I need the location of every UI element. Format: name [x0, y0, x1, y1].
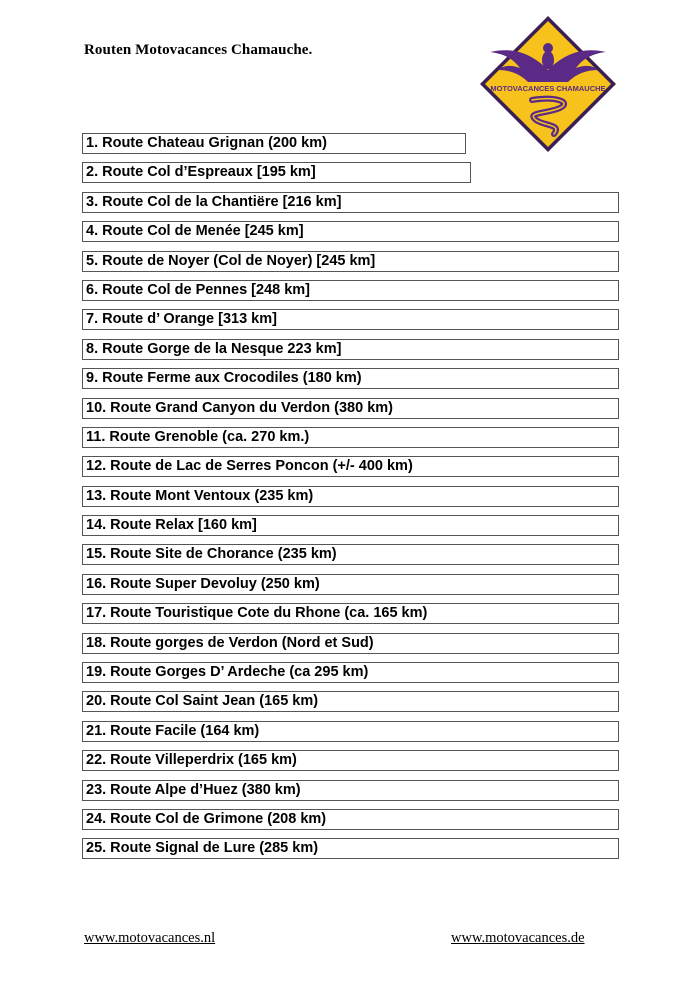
route-item: 1. Route Chateau Grignan (200 km): [82, 133, 466, 154]
route-item: 3. Route Col de la Chantiëre [216 km]: [82, 192, 619, 213]
route-item: 16. Route Super Devoluy (250 km): [82, 574, 619, 595]
route-item: 4. Route Col de Menée [245 km]: [82, 221, 619, 242]
route-item: 13. Route Mont Ventoux (235 km): [82, 486, 619, 507]
route-list: [82, 133, 619, 868]
svg-text:MOTOVACANCES CHAMAUCHE: MOTOVACANCES CHAMAUCHE: [490, 84, 606, 93]
route-item: 6. Route Col de Pennes [248 km]: [82, 280, 619, 301]
route-item: 25. Route Signal de Lure (285 km): [82, 838, 619, 859]
footer-link-de[interactable]: www.motovacances.de: [451, 930, 585, 946]
route-item: 18. Route gorges de Verdon (Nord et Sud): [82, 633, 619, 654]
route-item: 23. Route Alpe d’Huez (380 km): [82, 780, 619, 801]
route-item: 14. Route Relax [160 km]: [82, 515, 619, 536]
route-item: 2. Route Col d’Espreaux [195 km]: [82, 162, 471, 183]
route-item: 8. Route Gorge de la Nesque 223 km]: [82, 339, 619, 360]
route-item: 15. Route Site de Chorance (235 km): [82, 544, 619, 565]
route-item: 21. Route Facile (164 km): [82, 721, 619, 742]
footer-link-nl[interactable]: www.motovacances.nl: [84, 930, 216, 946]
route-item: 9. Route Ferme aux Crocodiles (180 km): [82, 368, 619, 389]
route-item: 10. Route Grand Canyon du Verdon (380 km): [82, 398, 619, 419]
page-title: Routen Motovacances Chamauche.: [84, 42, 313, 58]
route-item: 17. Route Touristique Cote du Rhone (ca. 165 km): [82, 603, 619, 624]
route-item: 24. Route Col de Grimone (208 km): [82, 809, 619, 830]
route-item: 22. Route Villeperdrix (165 km): [82, 750, 619, 771]
route-item: 5. Route de Noyer (Col de Noyer) [245 km]: [82, 251, 619, 272]
route-item: 20. Route Col Saint Jean (165 km): [82, 691, 619, 712]
route-item: 19. Route Gorges D’ Ardeche (ca 295 km): [82, 662, 619, 683]
route-item: 12. Route de Lac de Serres Poncon (+/- 400 km): [82, 456, 619, 477]
route-item: 7. Route d’ Orange [313 km]: [82, 309, 619, 330]
route-item: 11. Route Grenoble (ca. 270 km.): [82, 427, 619, 448]
